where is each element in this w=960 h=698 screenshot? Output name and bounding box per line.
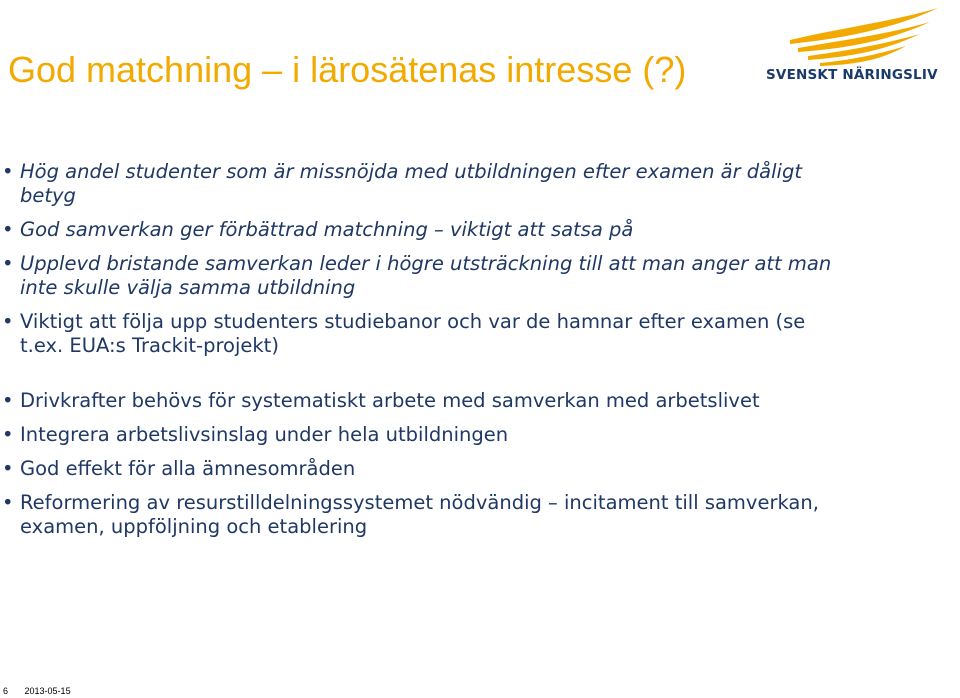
bullet-marker: • (2, 310, 14, 333)
page-number: 6 (3, 686, 9, 696)
logo-text: SVENSKT NÄRINGSLIV (766, 67, 938, 83)
bullet-text: Upplevd bristande samverkan leder i högre utsträckning till att man anger att man inte skulle välja samma utbildning (20, 252, 832, 299)
bullet-marker: • (2, 160, 14, 183)
slide-footer (3, 686, 71, 696)
bullet-text: God samverkan ger förbättrad matchning – viktigt att satsa på (20, 218, 634, 241)
bullet-list (0, 160, 960, 549)
bullet-item (0, 218, 850, 242)
slide-title: God matchning – i lärosätenas intresse (?) (8, 49, 687, 90)
bullet-marker: • (2, 491, 14, 514)
bullet-text: Hög andel studenter som är missnöjda med utbildningen efter examen är dåligt betyg (20, 160, 802, 207)
bullet-marker: • (2, 218, 14, 241)
bullet-item (0, 389, 850, 413)
bullet-marker: • (2, 457, 14, 480)
logo-wing-icon (760, 4, 956, 68)
bullet-text: Integrera arbetslivsinslag under hela utbildningen (20, 423, 509, 446)
bullet-text: Viktigt att följa upp studenters studiebanor och var de hamnar efter examen (se t.ex. EUA:s Trackit-projekt) (20, 310, 806, 357)
bullet-marker: • (2, 252, 14, 275)
bullet-item (0, 252, 850, 300)
bullet-item (0, 457, 850, 481)
bullet-item (0, 491, 850, 539)
bullet-text: Reformering av resurstilldelningssystemet nödvändig – incitament till samverkan, examen, uppföljning och etablering (20, 491, 819, 538)
bullet-marker: • (2, 389, 14, 412)
bullet-item (0, 160, 850, 208)
bullet-text: Drivkrafter behövs för systematiskt arbete med samverkan med arbetslivet (20, 389, 760, 412)
bullet-item (0, 310, 850, 358)
svenskt-naringsliv-logo (760, 4, 956, 94)
bullet-item (0, 423, 850, 447)
footer-date: 2013-05-15 (24, 686, 71, 696)
bullet-text: God effekt för alla ämnesområden (20, 457, 356, 480)
bullet-marker: • (2, 423, 14, 446)
